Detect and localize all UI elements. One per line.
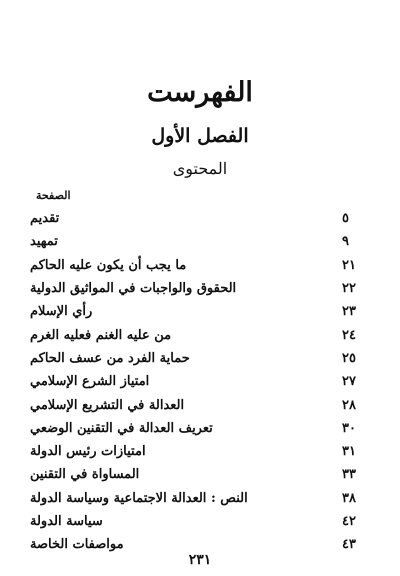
toc-entry — [30, 370, 370, 393]
toc-entry — [30, 393, 370, 416]
toc-entry-page: ٢٢ — [342, 281, 356, 297]
toc-entry-page: ٢٨ — [342, 397, 356, 413]
toc-entry-title: حماية الفرد من عسف الحاكم — [30, 350, 190, 366]
toc-entry-page: ٢٥ — [342, 350, 356, 366]
toc-entry-page: ٢٣ — [342, 304, 356, 320]
toc-entry — [30, 510, 370, 533]
toc-entry — [30, 254, 370, 277]
toc-entry-title: امتياز الشرع الإسلامي — [30, 374, 150, 390]
toc-entry-title: تمهيد — [30, 234, 58, 250]
toc-entry-page: ٣١ — [342, 444, 356, 460]
page-column-header: الصفحة — [36, 189, 71, 202]
toc-entry — [30, 323, 370, 346]
toc-entry-title: تقديم — [30, 211, 60, 227]
toc-entry — [30, 277, 370, 300]
toc-entry-title: مواصفات الخاصة — [30, 537, 124, 553]
toc-entry-page: ٩ — [342, 234, 349, 250]
contents-heading: المحتوى — [172, 159, 228, 178]
toc-entry-page: ٤٢ — [342, 514, 356, 529]
toc-list — [30, 207, 370, 556]
toc-entry-page: ٢٤ — [342, 327, 356, 343]
toc-entry-page: ٢١ — [342, 257, 356, 273]
toc-entry-page: ٥ — [342, 211, 349, 227]
toc-entry — [30, 300, 370, 323]
toc-entry-page: ٣٨ — [342, 490, 356, 506]
toc-entry-title: العدالة في التشريع الإسلامي — [30, 397, 185, 413]
page-title: الفهرست — [147, 77, 253, 108]
toc-entry — [30, 440, 370, 463]
toc-entry-page: ٢٧ — [342, 374, 356, 390]
toc-entry — [30, 347, 370, 370]
toc-entry-page: ٣٠ — [342, 420, 356, 436]
page-number: ٢٣١ — [188, 552, 212, 568]
toc-entry-title: الحقوق والواجبات في المواثيق الدولية — [30, 281, 237, 297]
toc-entry-title: ما يجب أن يكون عليه الحاكم — [30, 257, 187, 273]
toc-entry-title: المساواة في التقنين — [30, 467, 140, 483]
toc-entry-title: النص : العدالة الاجتماعية وسياسة الدولة — [30, 490, 248, 506]
toc-entry-title: سياسة الدولة — [30, 514, 103, 529]
toc-entry — [30, 230, 370, 253]
toc-entry-page: ٣٣ — [342, 467, 356, 483]
toc-entry-page: ٤٣ — [342, 537, 356, 553]
toc-entry — [30, 207, 370, 230]
toc-entry-title: من عليه الغنم فعليه الغرم — [30, 327, 172, 343]
toc-entry — [30, 417, 370, 440]
toc-entry — [30, 487, 370, 510]
toc-entry-title: رأي الإسلام — [30, 304, 93, 320]
toc-entry-title: امتيازات رئيس الدولة — [30, 444, 146, 460]
toc-entry-title: تعريف العدالة في التقنين الوضعي — [30, 420, 213, 436]
chapter-title: الفصل الأول — [151, 125, 249, 147]
toc-entry — [30, 463, 370, 486]
